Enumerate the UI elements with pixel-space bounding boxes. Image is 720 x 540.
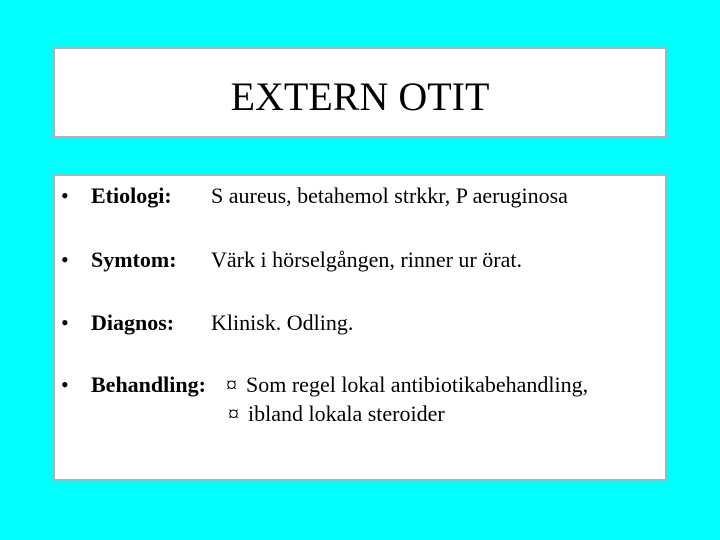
bullet: •: [61, 372, 69, 397]
title-box: [53, 47, 667, 138]
item-label: Symtom:: [91, 247, 177, 272]
item-value: Värk i hörselgången, rinner ur örat.: [211, 247, 522, 272]
sub-item-text: Som regel lokal antibiotikabehandling,: [246, 372, 589, 397]
bullet: •: [61, 310, 69, 335]
slide-title: EXTERN OTIT: [230, 74, 490, 119]
sub-item: [226, 371, 588, 399]
item-value: Klinisk. Odling.: [211, 310, 354, 335]
sub-bullet: ¤: [228, 401, 239, 426]
sub-item-text: ibland lokala steroider: [248, 401, 445, 426]
bullet: •: [61, 183, 69, 208]
sub-bullet: ¤: [226, 372, 237, 397]
content-box: [53, 174, 667, 481]
item-label: Behandling:: [91, 372, 206, 397]
bullet: •: [61, 247, 69, 272]
sub-item: [228, 400, 445, 428]
item-value: S aureus, betahemol strkkr, P aeruginosa: [211, 183, 568, 208]
item-label: Etiologi:: [91, 183, 172, 208]
item-label: Diagnos:: [91, 310, 175, 335]
